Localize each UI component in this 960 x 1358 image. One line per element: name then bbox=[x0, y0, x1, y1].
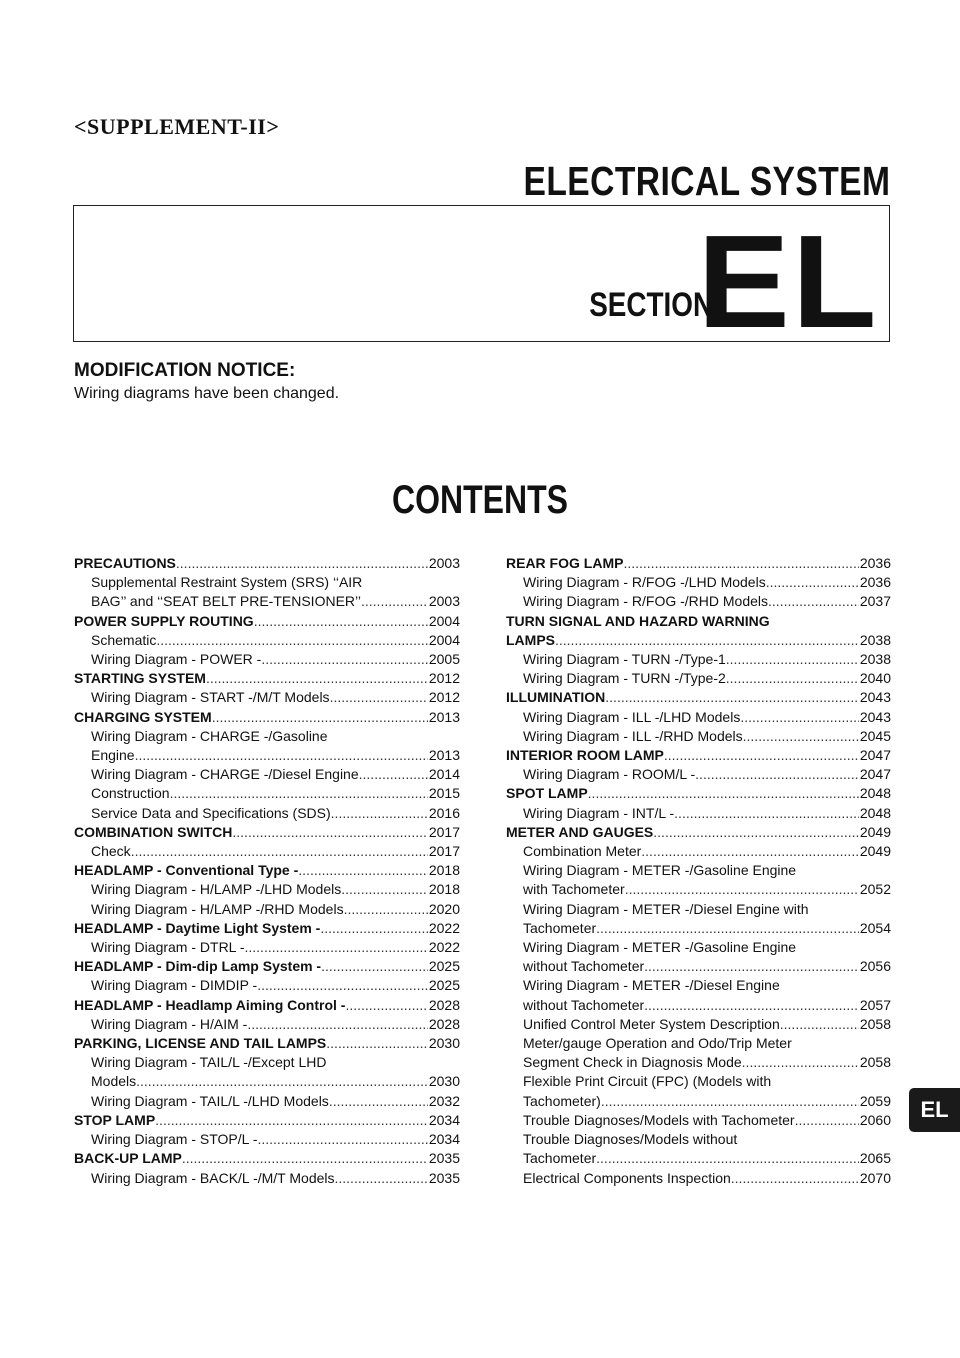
toc-leader-dots bbox=[326, 1034, 428, 1053]
toc-entry-title: LAMPS bbox=[506, 631, 555, 648]
toc-leader-dots bbox=[182, 1149, 428, 1168]
toc-entry[interactable] bbox=[506, 919, 891, 938]
toc-entry-line: Wiring Diagram - METER -/Gasoline Engine bbox=[523, 939, 797, 956]
toc-section-entry[interactable] bbox=[74, 554, 460, 573]
modification-notice-title: MODIFICATION NOTICE: bbox=[74, 360, 296, 381]
toc-page-number: 2012 bbox=[428, 689, 460, 706]
toc-entry-title: POWER SUPPLY ROUTING bbox=[74, 612, 254, 629]
toc-leader-dots bbox=[359, 765, 428, 784]
toc-page-number: 2060 bbox=[859, 1111, 891, 1128]
toc-section-entry[interactable] bbox=[74, 1149, 460, 1168]
toc-leader-dots bbox=[644, 957, 859, 976]
toc-leader-dots bbox=[261, 650, 427, 669]
toc-entry-line: TURN SIGNAL AND HAZARD WARNING bbox=[506, 612, 770, 629]
toc-entry-title: Wiring Diagram - ILL -/LHD Models bbox=[523, 708, 741, 725]
toc-leader-dots bbox=[135, 746, 428, 765]
toc-page-number: 2059 bbox=[859, 1092, 891, 1109]
toc-page-number: 2045 bbox=[859, 727, 891, 744]
toc-entry[interactable] bbox=[506, 1053, 891, 1072]
toc-entry-title: Wiring Diagram - H/AIM - bbox=[91, 1015, 248, 1032]
toc-page-number: 2043 bbox=[859, 689, 891, 706]
toc-leader-dots bbox=[674, 804, 859, 823]
toc-entry-title: Trouble Diagnoses/Models with Tachometer bbox=[523, 1111, 795, 1128]
toc-entry[interactable] bbox=[506, 1092, 891, 1111]
modification-notice-text: Wiring diagrams have been changed. bbox=[74, 385, 340, 402]
toc-leader-dots bbox=[653, 823, 859, 842]
toc-entry[interactable] bbox=[506, 1169, 891, 1188]
toc-entry-title: Wiring Diagram - POWER - bbox=[91, 651, 262, 668]
toc-entry-line: Wiring Diagram - TAIL/L -/Except LHD bbox=[91, 1054, 327, 1071]
toc-leader-dots bbox=[131, 842, 428, 861]
toc-entry-line: Flexible Print Circuit (FPC) (Models with bbox=[523, 1073, 772, 1090]
toc-entry-title: PRECAUTIONS bbox=[74, 555, 176, 571]
toc-page-number: 2022 bbox=[428, 939, 460, 956]
toc-entry-title: Tachometer bbox=[523, 919, 597, 936]
toc-leader-dots bbox=[335, 1169, 428, 1188]
toc-leader-dots bbox=[245, 938, 428, 957]
toc-page-number: 2043 bbox=[859, 708, 891, 725]
section-box bbox=[73, 205, 890, 355]
toc-entry-title: ILLUMINATION bbox=[506, 689, 606, 706]
toc-entry[interactable] bbox=[506, 1015, 891, 1034]
toc-page-number: 2048 bbox=[859, 804, 891, 821]
toc-page-number: 2065 bbox=[859, 1150, 891, 1167]
toc-entry[interactable] bbox=[74, 765, 460, 784]
toc-entry-title: Engine bbox=[91, 747, 135, 764]
toc-page-number: 2013 bbox=[428, 747, 460, 764]
section-code: EL bbox=[697, 208, 879, 355]
toc-entry-line: Wiring Diagram - CHARGE -/Gasoline bbox=[91, 727, 328, 744]
toc-page-number: 2004 bbox=[428, 631, 460, 648]
toc-entry-title: COMBINATION SWITCH bbox=[74, 823, 233, 840]
toc-page-number: 2037 bbox=[859, 593, 891, 610]
toc-entry-title: Wiring Diagram - TURN -/Type-2 bbox=[523, 670, 726, 687]
toc-entry-title: BACK-UP LAMP bbox=[74, 1150, 182, 1167]
toc-entry-title: Models bbox=[91, 1073, 137, 1090]
toc-leader-dots bbox=[731, 1169, 859, 1188]
toc-page-number: 2052 bbox=[859, 881, 891, 898]
toc-entry-title: Check bbox=[91, 843, 131, 860]
toc-page-number: 2018 bbox=[428, 862, 460, 879]
toc-section-entry[interactable] bbox=[74, 823, 460, 842]
toc-entry[interactable] bbox=[506, 708, 891, 727]
toc-entry-title: Wiring Diagram - R/FOG -/RHD Models bbox=[523, 593, 769, 610]
toc-entry-title: Wiring Diagram - STOP/L - bbox=[91, 1131, 258, 1148]
toc-entry-title: REAR FOG LAMP bbox=[506, 555, 624, 571]
toc-entry[interactable] bbox=[506, 669, 891, 688]
toc-leader-dots bbox=[740, 708, 859, 727]
toc-leader-dots bbox=[232, 823, 427, 842]
toc-right-column bbox=[506, 554, 891, 1188]
toc-section-entry[interactable] bbox=[506, 554, 891, 573]
toc-entry-title: Wiring Diagram - BACK/L -/M/T Models bbox=[91, 1169, 335, 1186]
toc-entry-title: Schematic bbox=[91, 631, 157, 648]
toc-entry-title: without Tachometer bbox=[523, 996, 645, 1013]
toc-page-number: 2013 bbox=[428, 708, 460, 725]
toc-entry[interactable] bbox=[74, 1169, 460, 1188]
toc-leader-dots bbox=[330, 688, 428, 707]
toc-page-number: 2036 bbox=[859, 574, 891, 591]
toc-entry-title: Segment Check in Diagnosis Mode bbox=[523, 1054, 742, 1071]
toc-entry[interactable] bbox=[74, 650, 460, 669]
toc-entry[interactable] bbox=[506, 727, 891, 746]
toc-leader-dots bbox=[664, 746, 859, 765]
toc-leader-dots bbox=[625, 880, 859, 899]
toc-leader-dots bbox=[176, 554, 428, 573]
toc-page-number: 2025 bbox=[428, 977, 460, 994]
toc-page-number: 2034 bbox=[428, 1111, 460, 1128]
toc-entry-title: HEADLAMP - Conventional Type - bbox=[74, 862, 299, 879]
toc-entry-title: Wiring Diagram - H/LAMP -/RHD Models bbox=[91, 900, 344, 917]
toc-entry[interactable] bbox=[506, 957, 891, 976]
toc-entry-title: Construction bbox=[91, 785, 170, 802]
toc-entry-title: Wiring Diagram - ILL -/RHD Models bbox=[523, 727, 743, 744]
toc-leader-dots bbox=[257, 976, 428, 995]
toc-entry[interactable] bbox=[506, 804, 891, 823]
toc-entry-title: HEADLAMP - Headlamp Aiming Control - bbox=[74, 996, 346, 1013]
toc-entry[interactable] bbox=[74, 746, 460, 765]
toc-page-number: 2028 bbox=[428, 996, 460, 1013]
toc-leader-dots bbox=[206, 669, 428, 688]
toc-page-number: 2036 bbox=[859, 555, 891, 571]
toc-entry[interactable] bbox=[74, 631, 460, 650]
toc-leader-dots bbox=[743, 727, 859, 746]
toc-leader-dots bbox=[298, 861, 428, 880]
toc-entry-title: SPOT LAMP bbox=[506, 785, 588, 802]
toc-page-number: 2018 bbox=[428, 881, 460, 898]
toc-page-number: 2038 bbox=[859, 631, 891, 648]
toc-page-number: 2025 bbox=[428, 958, 460, 975]
toc-entry[interactable] bbox=[74, 1072, 460, 1091]
toc-entry[interactable] bbox=[74, 842, 460, 861]
toc-page-number: 2070 bbox=[859, 1169, 891, 1186]
toc-page-number: 2005 bbox=[428, 651, 460, 668]
toc-leader-dots bbox=[588, 784, 859, 803]
toc-leader-dots bbox=[726, 669, 859, 688]
toc-entry-title: Wiring Diagram - R/FOG -/LHD Models bbox=[523, 574, 766, 591]
toc-leader-dots bbox=[596, 1149, 859, 1168]
toc-entry-title: CHARGING SYSTEM bbox=[74, 708, 212, 725]
toc-leader-dots bbox=[136, 1072, 428, 1091]
toc-leader-dots bbox=[596, 919, 859, 938]
toc-entry-title: Service Data and Specifications (SDS) bbox=[91, 804, 331, 821]
toc-page-number: 2035 bbox=[428, 1150, 460, 1167]
toc-page-number: 2040 bbox=[859, 670, 891, 687]
toc-left-column bbox=[74, 554, 460, 1188]
toc-leader-dots bbox=[644, 996, 859, 1015]
toc-leader-dots bbox=[254, 612, 428, 631]
section-tab[interactable]: EL bbox=[909, 1088, 960, 1132]
toc-entry-title: Wiring Diagram - CHARGE -/Diesel Engine bbox=[91, 766, 359, 783]
toc-entry[interactable] bbox=[506, 765, 891, 784]
toc-entry[interactable] bbox=[74, 1130, 460, 1149]
supplement-label: <SUPPLEMENT-II> bbox=[74, 114, 280, 139]
toc-leader-dots bbox=[331, 804, 428, 823]
toc-section-entry[interactable] bbox=[74, 996, 460, 1015]
toc-section-entry[interactable] bbox=[506, 823, 891, 842]
toc-entry[interactable] bbox=[506, 842, 891, 861]
toc-section-entry[interactable] bbox=[74, 1034, 460, 1053]
toc-entry[interactable] bbox=[506, 650, 891, 669]
toc-leader-dots bbox=[329, 1092, 428, 1111]
toc-page-number: 2049 bbox=[859, 843, 891, 860]
toc-page-number: 2054 bbox=[859, 919, 891, 936]
toc-section-entry[interactable] bbox=[74, 919, 460, 938]
toc-leader-dots bbox=[321, 957, 428, 976]
toc-section-entry[interactable] bbox=[74, 669, 460, 688]
toc-entry-title: Wiring Diagram - START -/M/T Models bbox=[91, 689, 330, 706]
toc-leader-dots bbox=[361, 592, 428, 611]
contents-title: CONTENTS bbox=[392, 478, 568, 522]
toc-entry[interactable] bbox=[506, 880, 891, 899]
toc-entry[interactable] bbox=[74, 688, 460, 707]
toc-entry-line: Wiring Diagram - METER -/Diesel Engine bbox=[523, 977, 780, 994]
toc-section-entry[interactable] bbox=[74, 1111, 460, 1130]
toc-page-number: 2017 bbox=[428, 843, 460, 860]
toc-page-number: 2047 bbox=[859, 766, 891, 783]
toc-entry-title: Wiring Diagram - TAIL/L -/LHD Models bbox=[91, 1092, 329, 1109]
toc-page-number: 2004 bbox=[428, 612, 460, 629]
toc-page-number: 2020 bbox=[428, 900, 460, 917]
toc-entry-line: Wiring Diagram - METER -/Gasoline Engine bbox=[523, 862, 797, 879]
toc-page-number: 2003 bbox=[428, 593, 460, 610]
toc-entry[interactable] bbox=[74, 804, 460, 823]
toc-page-number: 2048 bbox=[859, 785, 891, 802]
toc-leader-dots bbox=[780, 1015, 859, 1034]
toc-leader-dots bbox=[156, 631, 427, 650]
toc-entry-title: Wiring Diagram - H/LAMP -/LHD Models bbox=[91, 881, 342, 898]
toc-page-number: 2058 bbox=[859, 1015, 891, 1032]
toc-leader-dots bbox=[247, 1015, 427, 1034]
toc-leader-dots bbox=[155, 1111, 428, 1130]
toc-entry-title: Wiring Diagram - INT/L - bbox=[523, 804, 675, 821]
page-title: ELECTRICAL SYSTEM bbox=[523, 158, 890, 204]
toc-section-entry[interactable] bbox=[74, 957, 460, 976]
toc-entry[interactable] bbox=[74, 1092, 460, 1111]
toc-page-number: 2012 bbox=[428, 670, 460, 687]
toc-page-number: 2017 bbox=[428, 823, 460, 840]
toc-page-number: 2058 bbox=[859, 1054, 891, 1071]
toc-page-number: 2035 bbox=[428, 1169, 460, 1186]
toc-entry[interactable] bbox=[74, 592, 460, 611]
toc-leader-dots bbox=[341, 880, 428, 899]
toc-leader-dots bbox=[726, 650, 859, 669]
toc-entry-title: STARTING SYSTEM bbox=[74, 670, 206, 687]
toc-page-number: 2030 bbox=[428, 1035, 460, 1052]
toc-page-number: 2030 bbox=[428, 1073, 460, 1090]
toc-entry-title: STOP LAMP bbox=[74, 1111, 156, 1128]
toc-entry-title: Wiring Diagram - ROOM/L - bbox=[523, 766, 696, 783]
toc-entry-line: Wiring Diagram - METER -/Diesel Engine with bbox=[523, 900, 809, 917]
toc-leader-dots bbox=[212, 708, 428, 727]
toc-leader-dots bbox=[601, 1092, 859, 1111]
toc-page-number: 2032 bbox=[428, 1092, 460, 1109]
toc-entry-title: Tachometer) bbox=[523, 1092, 601, 1109]
toc-leader-dots bbox=[768, 592, 859, 611]
toc-entry-title: with Tachometer bbox=[523, 881, 625, 898]
toc-page-number: 2056 bbox=[859, 958, 891, 975]
toc-section-entry[interactable] bbox=[506, 784, 891, 803]
toc-page-number: 2034 bbox=[428, 1131, 460, 1148]
toc-entry-title: METER AND GAUGES bbox=[506, 823, 654, 840]
toc-leader-dots bbox=[641, 842, 859, 861]
toc-entry-title: Wiring Diagram - DIMDIP - bbox=[91, 977, 258, 994]
toc-entry-line: Trouble Diagnoses/Models without bbox=[523, 1131, 738, 1148]
toc-page-number: 2022 bbox=[428, 919, 460, 936]
toc-entry-title: Tachometer bbox=[523, 1150, 597, 1167]
toc-page-number: 2015 bbox=[428, 785, 460, 802]
toc-entry-title: Wiring Diagram - DTRL - bbox=[91, 939, 245, 956]
toc-leader-dots bbox=[344, 900, 428, 919]
toc-page-number: 2047 bbox=[859, 747, 891, 764]
toc-leader-dots bbox=[795, 1111, 859, 1130]
toc-page-number: 2057 bbox=[859, 996, 891, 1013]
toc-entry-line: Supplemental Restraint System (SRS) ‘‘AIR bbox=[91, 574, 363, 591]
toc-entry[interactable] bbox=[74, 1015, 460, 1034]
toc-leader-dots bbox=[345, 996, 427, 1015]
toc-entry[interactable] bbox=[74, 784, 460, 803]
toc-leader-dots bbox=[555, 631, 859, 650]
toc-entry[interactable] bbox=[74, 976, 460, 995]
toc-leader-dots bbox=[623, 554, 858, 573]
toc-entry-title: Combination Meter bbox=[523, 843, 642, 860]
toc-entry[interactable] bbox=[506, 573, 891, 592]
toc-entry-title: HEADLAMP - Daytime Light System - bbox=[74, 919, 321, 936]
toc-page-number: 2028 bbox=[428, 1015, 460, 1032]
toc-section-entry[interactable] bbox=[506, 688, 891, 707]
toc-leader-dots bbox=[605, 688, 859, 707]
toc-page-number: 2014 bbox=[428, 766, 460, 783]
toc-entry-title: Wiring Diagram - TURN -/Type-1 bbox=[523, 651, 726, 668]
section-word: SECTION bbox=[589, 286, 713, 324]
toc-entry-line: Meter/gauge Operation and Odo/Trip Meter bbox=[523, 1035, 792, 1052]
toc-section-entry[interactable] bbox=[506, 631, 891, 650]
toc-leader-dots bbox=[320, 919, 428, 938]
toc-entry-title: INTERIOR ROOM LAMP bbox=[506, 747, 664, 764]
toc-page-number: 2038 bbox=[859, 651, 891, 668]
toc-entry[interactable] bbox=[506, 1111, 891, 1130]
toc-entry-title: BAG’’ and ‘‘SEAT BELT PRE-TENSIONER’’ bbox=[91, 593, 361, 610]
toc-entry[interactable] bbox=[506, 1149, 891, 1168]
toc-entry[interactable] bbox=[74, 880, 460, 899]
toc-entry[interactable] bbox=[506, 592, 891, 611]
toc-page-number: 2016 bbox=[428, 804, 460, 821]
toc-page-number: 2049 bbox=[859, 823, 891, 840]
toc-leader-dots bbox=[742, 1053, 859, 1072]
toc-entry[interactable] bbox=[74, 938, 460, 957]
toc-section-entry[interactable] bbox=[506, 746, 891, 765]
toc-page-number: 2003 bbox=[428, 555, 460, 571]
toc-entry-title: HEADLAMP - Dim-dip Lamp System - bbox=[74, 958, 322, 975]
toc-section-entry[interactable] bbox=[74, 612, 460, 631]
toc-entry-title: without Tachometer bbox=[523, 958, 645, 975]
toc-entry-title: PARKING, LICENSE AND TAIL LAMPS bbox=[74, 1035, 327, 1052]
toc-section-entry[interactable] bbox=[74, 708, 460, 727]
toc-entry-title: Electrical Components Inspection bbox=[523, 1169, 731, 1186]
toc-entry[interactable] bbox=[506, 996, 891, 1015]
toc-leader-dots bbox=[766, 573, 859, 592]
toc-section-entry[interactable] bbox=[74, 861, 460, 880]
toc-leader-dots bbox=[257, 1130, 427, 1149]
toc-entry-title: Unified Control Meter System Description bbox=[523, 1015, 780, 1032]
toc-leader-dots bbox=[695, 765, 859, 784]
toc-leader-dots bbox=[170, 784, 428, 803]
toc-entry[interactable] bbox=[74, 900, 460, 919]
